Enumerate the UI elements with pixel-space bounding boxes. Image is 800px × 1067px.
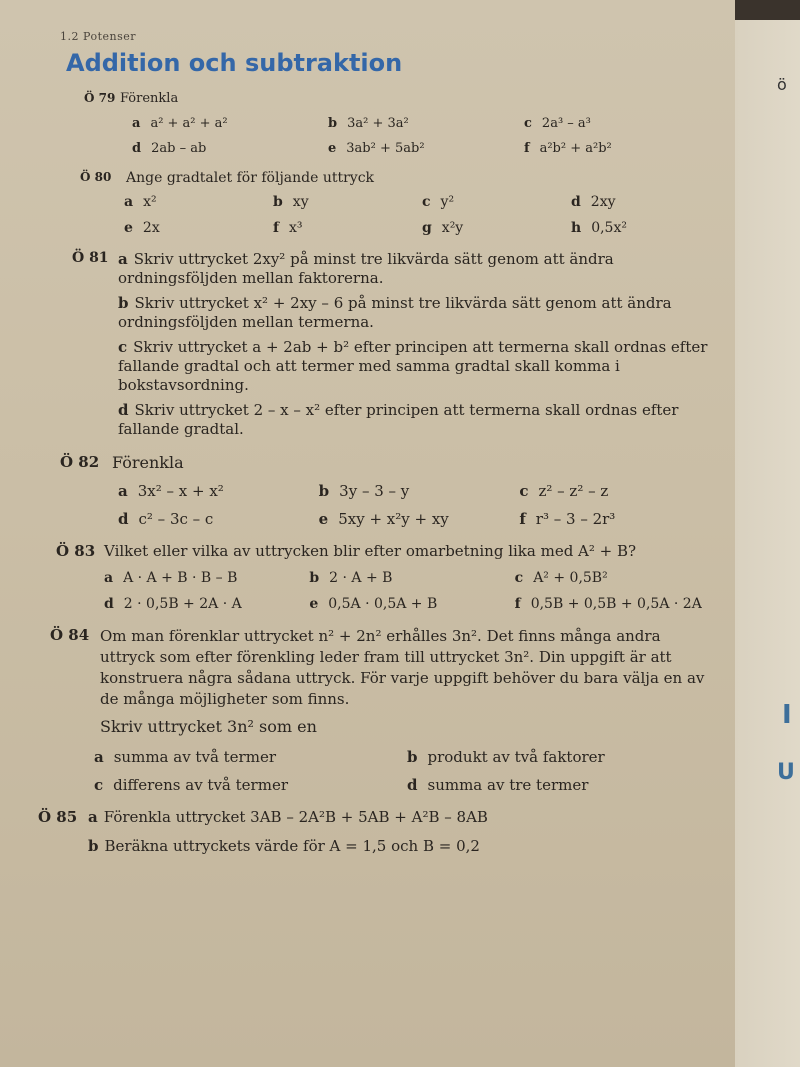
item: f r³ – 3 – 2r³ [519, 510, 616, 528]
item: d 2xy [571, 194, 616, 210]
section-title: Addition och subtraktion [66, 49, 403, 77]
item: c differens av två termer [94, 776, 288, 794]
exercise-80 [60, 170, 720, 236]
item: c A² + 0,5B² [514, 570, 608, 586]
item: b 2 · A + B [309, 570, 393, 586]
item: a summa av två termer [94, 748, 276, 766]
exercise-81: Ö 81 a Skriv uttrycket 2xy² på minst tre likvärda sätt genom att ändra ordningsföljden mellan faktorerna. b Skriv uttrycket x² + 2xy – 6 på minst tre likvärda sätt genom att ändra ordningsföljden mellan termerna. c Skriv uttrycket a + 2ab + b² efter principen att termerna skall ordnas efter fallande gradtal och att termer med samma gradtal skall komma i bokstavsordning. d Skriv uttrycket 2 – x – x² efter principen att termerna skall ordnas efter fallande gradtal. [72, 250, 708, 438]
exercise-number: Ö 79 [84, 91, 116, 105]
item: f a²b² + a²b² [524, 141, 612, 156]
item: f x³ [273, 220, 303, 236]
item: d 2 · 0,5B + 2A · A [104, 596, 242, 612]
exercise-prompt: Vilket eller vilka av uttrycken blir efter omarbetning lika med A² + B? [104, 542, 637, 560]
item: b 3a² + 3a² [328, 116, 409, 131]
exercise-79 [60, 91, 720, 156]
exercise-number: Ö 82 [60, 453, 100, 471]
item: g x²y [422, 220, 464, 236]
exercise-number: Ö 85 [38, 808, 78, 826]
exercise-number: Ö 80 [80, 170, 112, 184]
item: e 3ab² + 5ab² [328, 141, 425, 156]
item: d summa av tre termer [407, 776, 589, 794]
item: e 2x [124, 220, 160, 236]
exercise-prompt: Förenkla [112, 453, 184, 472]
item: c 2a³ – a³ [524, 116, 591, 131]
exercise-number: Ö 84 [50, 626, 90, 644]
exercise-number: Ö 83 [56, 542, 96, 560]
item: a A · A + B · B – B [104, 570, 238, 586]
exercise-prompt: Förenkla [120, 91, 179, 106]
item: c y² [422, 194, 455, 210]
item: c z² – z² – z [519, 482, 609, 500]
exercise-83 [56, 542, 720, 612]
item: a a² + a² + a² [132, 116, 228, 131]
item: d c² – 3c – c [118, 510, 214, 528]
item: b 3y – 3 – y [318, 482, 410, 500]
exercise-prompt: Ange gradtalet för följande uttryck [126, 170, 375, 186]
item: b xy [273, 194, 309, 210]
running-header: 1.2 Potenser [60, 30, 136, 43]
item: f 0,5B + 0,5B + 0,5A · 2A [514, 596, 702, 612]
item: d 2ab – ab [132, 141, 207, 156]
exercise-lead: Skriv uttrycket 3n² som en [100, 717, 317, 736]
exercise-85: Ö 85 a Förenkla uttrycket 3AB – 2A²B + 5AB + A²B – 8AB b Beräkna uttryckets värde för A = 1,5 och B = 0,2 [38, 808, 488, 855]
item: b produkt av två faktorer [407, 748, 605, 766]
item: a x² [124, 194, 157, 210]
facing-page-text: U [777, 760, 795, 785]
item: e 5xy + x²y + xy [318, 510, 449, 528]
exercise-number: Ö 81 [72, 250, 109, 266]
exercise-84 [50, 626, 720, 794]
page-content [38, 30, 720, 870]
facing-page-text: I [782, 700, 792, 730]
item: e 0,5A · 0,5A + B [309, 596, 438, 612]
facing-page-text: ö [777, 75, 787, 94]
item: h 0,5x² [571, 220, 627, 236]
exercise-82 [60, 453, 720, 528]
exercise-text: Om man förenklar uttrycket n² + 2n² erhålles 3n². Det finns många andra uttryck som efter förenkling leder fram till uttrycket 3n². Din uppgift är att konstruera några sådana uttryck. För varje uppgift behöver du bara välja en av de många möjligheter som finns. [100, 627, 705, 708]
item: a 3x² – x + x² [118, 482, 224, 500]
